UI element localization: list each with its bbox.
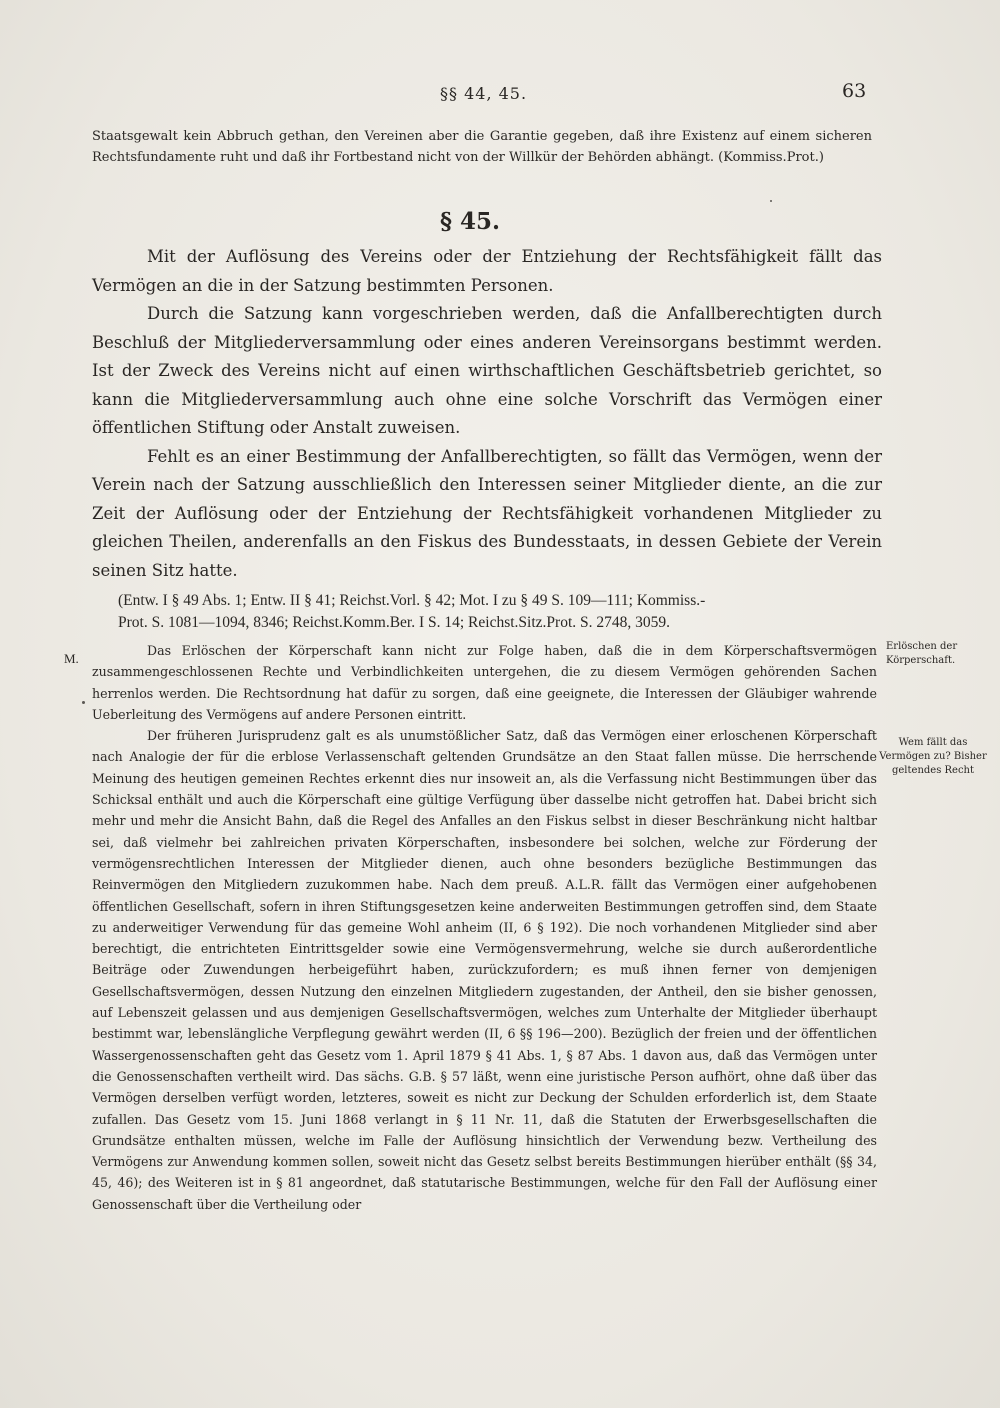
print-speck (770, 200, 772, 202)
reference-line-1: (Entw. I § 49 Abs. 1; Entw. II § 41; Reichst.Vorl. § 42; Mot. I zu § 49 S. 109—111; Kommiss.- (118, 592, 706, 609)
law-paragraph-2: Durch die Satzung kann vorgeschrieben werden, daß die Anfallberechtigten durch Beschluß der Mitgliederversammlung oder eines anderen Vereinsorgans bestimmt werden. Ist der Zweck des Vereins nicht auf einen wirthschaftlichen Geschäftsbetrieb gerichtet, so kann die Mitgliederversammlung auch ohne eine solche Vorschrift das Vermögen einer öffentlichen Stiftung oder Anstalt zuweisen. (92, 304, 882, 437)
margin-note-2: Wem fällt das Vermögen zu? Bisher geltendes Recht (879, 737, 987, 776)
section-heading: § 45. (440, 208, 501, 235)
page-number: 63 (842, 80, 867, 102)
header-section-reference: §§ 44, 45. (440, 84, 528, 103)
law-paragraph-1: Mit der Auflösung des Vereins oder der Entziehung der Rechtsfähigkeit fällt das Vermögen an die in der Satzung bestimmten Personen. (92, 247, 882, 295)
intro-paragraph (92, 126, 872, 168)
margin-note-1: Erlöschen der Körperschaft. (886, 641, 958, 666)
references (118, 590, 882, 634)
motive-paragraph-2: Der früheren Jurisprudenz galt es als unumstößlicher Satz, daß das Vermögen einer erloschenen Körperschaft nach Analogie der für die erblose Verlassenschaft geltenden Grundsätze an den Staat fallen müsse. Die herrschende Meinung des heutigen gemeinen Rechtes erkennt dies nur insoweit an, als die Verfassung nicht Bestimmungen über das Schicksal enthält und auch die Körperschaft eine gültige Verfügung über dasselbe nicht getroffen hat. Dabei bricht sich mehr und mehr die Ansicht Bahn, daß die Regel des Anfalles an den Fiskus selbst in dieser Beschränkung nicht haltbar sei, daß vielmehr bei zahlreichen privaten Körperschaften, insbesondere bei solchen, welche zur Förderung der vermögensrechtlichen Interessen der Mitglieder dienen, auch ohne besonders bezügliche Bestimmungen das Reinvermögen den Mitgliedern zuzukommen habe. Nach dem preuß. A.L.R. fällt das Vermögen einer aufgehobenen öffentlichen Gesellschaft, sofern in ihren Stiftungsgesetzen keine anderweiten Bestimmungen getroffen sind, dem Staate zu anderweitiger Verwendung für das gemeine Wohl anheim (II, 6 § 192). Die noch vorhandenen Mitglieder sind aber berechtigt, die entrichteten Eintrittsgelder sowie eine Vermögensvermehrung, welche sie durch außerordentliche Beiträge oder Zuwendungen herbeigeführt haben, zurückzufordern; es muß ihnen ferner von demjenigen Gesellschaftsvermögen, dessen Nutzung den einzelnen Mitgliedern zugestanden, der Antheil, den sie bisher genossen, auf Lebenszeit gelassen und aus demjenigen Gesellschaftsvermögen, welches zum Unterhalte der Mitglieder überhaupt bestimmt war, lebenslängliche Verpflegung gewährt werden (II, 6 §§ 196—200). Bezüglich der freien und der öffentlichen Wassergenossenschaften geht das Gesetz vom 1. April 1879 § 41 Abs. 1, § 87 Abs. 1 davon aus, daß das Vermögen unter die Genossenschaften vertheilt wird. Das sächs. G.B. § 57 läßt, wenn eine juristische Person aufhört, ohne daß über das Vermögen derselben verfügt worden, letzteres, soweit es nicht zur Deckung der Schulden erforderlich ist, dem Staate zufallen. Das Gesetz vom 15. Juni 1868 verlangt in § 11 Nr. 11, daß die Statuten der Erwerbsgesellschaften die Grundsätze enthalten müssen, welche im Falle der Auflösung hinsichtlich der Verwendung bezw. Vertheilung des Vermögens zur Anwendung kommen sollen, soweit nicht das Gesetz selbst bereits Bestimmungen hierüber enthält (§§ 34, 45, 46); des Weiteren ist in § 81 angeordnet, daß statutarische Bestimmungen, welche für den Fall der Auflösung einer Genossenschaft über die Vertheilung oder (92, 728, 877, 1212)
reference-line-2: Prot. S. 1081—1094, 8346; Reichst.Komm.Ber. I S. 14; Reichst.Sitz.Prot. S. 2748, 3059. (118, 614, 670, 631)
law-text (92, 243, 882, 585)
intro-text: Staatsgewalt kein Abbruch gethan, den Vereinen aber die Garantie gegeben, daß ihre Existenz auf einem sicheren Rechtsfundamente ruht und daß ihr Fortbestand nicht von der Willkür der Behörden abhängt. (Kommiss.Prot.) (92, 129, 872, 165)
motive-text (92, 640, 877, 1215)
print-speck (82, 701, 85, 704)
motive-paragraph-1: Das Erlöschen der Körperschaft kann nicht zur Folge haben, daß die in dem Körperschaftsvermögen zusammengeschlossenen Rechte und Verbindlichkeiten untergehen, die zu diesem Vermögen gehörenden Sachen herrenlos werden. Die Rechtsordnung hat dafür zu sorgen, daß eine geeignete, die Interessen der Gläubiger wahrende Ueberleitung des Vermögens auf andere Personen eintritt. (92, 643, 877, 722)
running-header (0, 80, 1000, 110)
motive-marker: M. (64, 651, 79, 666)
law-paragraph-3: Fehlt es an einer Bestimmung der Anfallberechtigten, so fällt das Vermögen, wenn der Verein nach der Satzung ausschließlich den Interessen seiner Mitglieder diente, an die zur Zeit der Auflösung oder der Entziehung der Rechtsfähigkeit vorhandenen Mitglieder zu gleichen Theilen, anderenfalls an den Fiskus des Bundesstaats, in dessen Gebiete der Verein seinen Sitz hatte. (92, 446, 882, 580)
